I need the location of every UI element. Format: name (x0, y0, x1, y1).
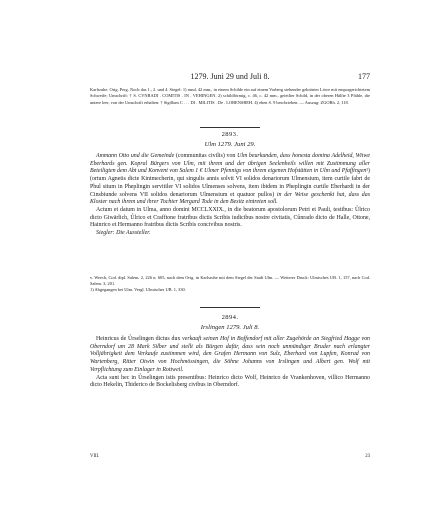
section-divider (200, 127, 260, 128)
charter-number-2893: 2893. (221, 131, 239, 138)
regest-segment: Ulm beurkunden, dass honesta domina Adelheid, Witwe Eberhards gen. Kopral Bürgers von Ulm, mit ihrem und der übrigen Seelenheils willen mit Zustimmung aller Beteiligten dem Abt und Konvent von Salem 1 € Ulmer Pfennigs von ihrem eigenen Hofstätten in Ulm und Pfaffingen (90, 153, 370, 175)
charter-number-2894: 2894. (221, 314, 239, 321)
sheet-signature: 23 (365, 454, 370, 459)
section-divider (200, 307, 260, 308)
regest-segment: in der Weise geschenkt hat, dass das Kloster nach ihrem und ihrer Tochter Mergard Tode in den Besitz eintreten soll. (90, 191, 370, 206)
volume-number: VIII. (90, 454, 100, 459)
page-number: 177 (358, 72, 370, 81)
running-header (90, 72, 370, 84)
footnote: 1) Abgegangen bei Ulm. Vergl. Ulmisches UB. 1, 330. (90, 287, 186, 293)
regest-segment: (communitas civilis) von (174, 153, 238, 159)
seal-line: Siegler: Die Aussteller. (96, 230, 151, 237)
reference-note: v. Weech, Cod. dipl. Salem. 2, 226 n. 605, nach dem Orig. in Karlsruhe mit dem Siegel der Stadt Ulm. — Weiterer Druck: Ulmisches UB. 1, 157, nach Cod. Salem. 3, 201. (90, 275, 370, 287)
page-footer (90, 454, 370, 459)
charter-body-2894 (90, 336, 370, 390)
regest-paragraph (90, 153, 370, 207)
previous-charter-note: Karlsruhe. Orig. Perg. Noch das 1., 2. und 4. Siegel: 1) rund, 42 mm., in einem Schilde ein auf einem Vorberg stehender gekrönter Löwe mit emporgerichtetem Schweife; Umschrift: † S. CVNRADI . COMITIS . IN . VEHINGEN. 2) schildförmig, c. 46, c. 42 mm., geteilter Schild, in der oberen Hälfte 3 Pfähle, die untere leer, von der Umschrift erhalten: † Sigillum C . . . DI . MILITIS . De . LOBENSBEH. 4) eben S. 9 beschrieben. — Auszug: ZGORh. 2, 118. (90, 87, 370, 105)
charter-body-2893 (90, 153, 370, 238)
regest-segment: Ammann Otto und die Gemeinde (96, 153, 175, 159)
regest-segment: verkauft seinen Hof in Boffendorf mit aller Zugehörde an Siegfried Hagge von Oberndorf um 28 Mark Silber und stellt als Bürgen dafür, dass sein noch unmündiger Bruder nach erlangter Volljährigkeit dem Verkaufe zustimmen wird, den Grafen Hermann von Sulz, Eberhard von Lupfen, Konrad von Wartenberg, Ritter Otwin von Hochmössingen, die Söhne Johanns von Irslingen und Albert gen. Wolf mit Verpflichtung zum Einlager in Rottweil. (90, 336, 370, 373)
header-dates: 1279. Juni 29 und Juli 8. (190, 72, 270, 81)
charter-dateline-2894: Irslingen 1279. Juli 8. (200, 324, 260, 331)
actum-paragraph: Actum et datum in Ulma, anno domini MCCLXXIX., in die beatorum apostolorum Petri et Pauli, testibus: Ůlrico dicto Giwärlich, Ůlrico et Crafftone fratribus dictis Scribis iudicibus nostre civitatis, Cůnrado dicto de Halle, Ottone, Hainrico et Hermanno fratribus dictis Scribis concivibus nostris. (90, 206, 370, 229)
regest-segment: ¹) (ortum Agnetis dicte Kintmecherin, qui singulis annis solvit VI solidos denariorum Ulmensium, item curtile fabri de Phul situm in Pheplingin servitiler VI solidos Ulmenses solvens, item ibidem in Pheplingin curtile Eberhardi in der Cinsbiunde solvens VII solidos denariorum Ulmensium et quatuor pullos) (90, 168, 370, 198)
actum-paragraph: Acta sunt hec in Ůrselingen istis presentibus: Heinrico dicto Wolf, Heinrico de Vrankenhoven, villico Hermanno dicto Hekelin, Thiderico de Bockelisberg civibus in Oberndorf. (90, 374, 370, 389)
charter-dateline-2893: Ulm 1279. Juni 29. (204, 141, 256, 148)
regest-segment: Heinricus de Ůrselingen dictus dux (96, 336, 183, 342)
regest-paragraph (90, 336, 370, 375)
charter-references-2893 (90, 275, 370, 294)
